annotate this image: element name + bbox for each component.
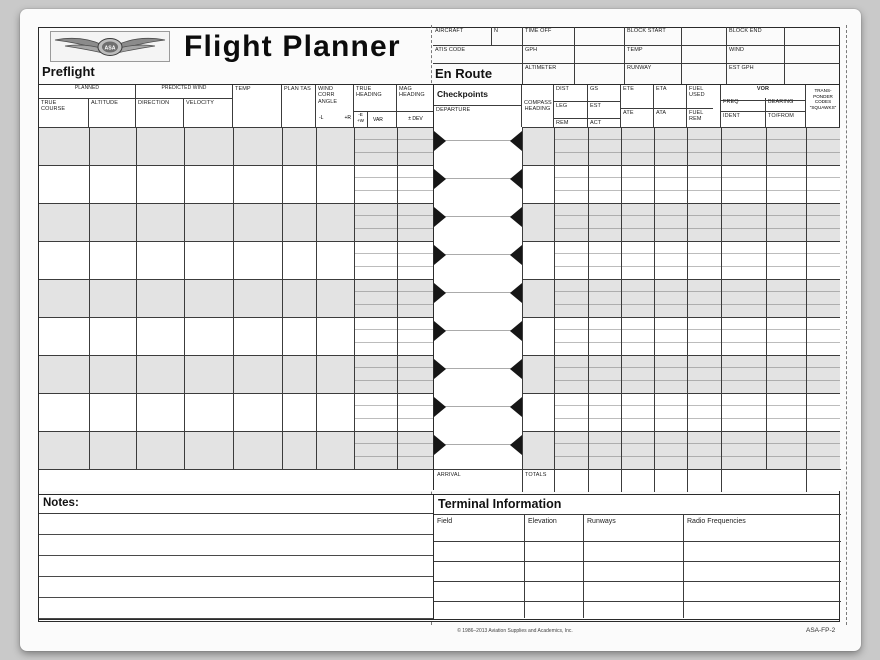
altimeter-field xyxy=(523,64,575,84)
checkpoints-header: Checkpoints xyxy=(434,85,522,106)
enroute-section-label: En Route xyxy=(433,64,523,84)
time-off-value-cell xyxy=(575,27,625,46)
velocity-header xyxy=(184,99,233,127)
column-divider xyxy=(316,127,317,469)
column-divider xyxy=(522,470,523,492)
altimeter-value-cell xyxy=(575,64,625,84)
gs-label: GS xyxy=(588,85,620,102)
column-divider xyxy=(721,470,722,492)
page-title: Flight Planner xyxy=(184,30,401,63)
time-off-label: TIME OFF xyxy=(525,28,552,34)
runway-label: RUNWAY xyxy=(627,65,652,71)
true-heading-label: TRUE HEADING xyxy=(356,86,382,99)
enroute-table xyxy=(433,84,840,490)
gph-field xyxy=(523,46,575,64)
dev-label: ± DEV xyxy=(397,111,434,127)
notes-section-label: Notes: xyxy=(39,495,434,514)
vor-tofrom-header xyxy=(766,112,806,127)
wind-label: WIND xyxy=(729,47,745,53)
wind-field xyxy=(727,46,785,64)
preflight-bottom-strip xyxy=(39,469,434,491)
column-divider xyxy=(621,470,622,492)
true-heading-header xyxy=(354,85,397,127)
terminal-info-section xyxy=(433,494,840,620)
column-divider xyxy=(687,127,688,469)
column-divider xyxy=(136,127,137,469)
column-divider xyxy=(233,127,234,469)
flight-info-grid xyxy=(433,27,840,84)
time-off-field xyxy=(523,27,575,46)
temp-field xyxy=(625,46,682,64)
column-divider xyxy=(554,127,555,469)
direction-header xyxy=(136,99,184,127)
act-label: ACT xyxy=(590,120,602,126)
block-start-field xyxy=(625,27,682,46)
rem-label: REM xyxy=(556,120,569,126)
column-divider xyxy=(806,470,807,492)
enroute-subrows xyxy=(554,127,840,469)
wind-corr-left-label: -L xyxy=(319,115,324,121)
compass-heading-header xyxy=(522,85,554,127)
wind-corr-sub xyxy=(316,115,354,121)
svg-text:ASA: ASA xyxy=(104,45,116,52)
preflight-heading-subrows xyxy=(354,127,434,469)
row-divider xyxy=(434,601,841,602)
eta-header xyxy=(654,85,687,127)
column-divider xyxy=(721,127,722,469)
terminal-col-runways: Runways xyxy=(587,518,616,525)
eta-label: ETA xyxy=(654,85,686,109)
freq-label: FREQ xyxy=(723,99,739,105)
column-divider xyxy=(766,127,767,469)
block-start-value-cell xyxy=(682,27,727,46)
column-divider xyxy=(654,127,655,469)
arrival-label: ARRIVAL xyxy=(437,472,461,478)
predicted-wind-group-header xyxy=(136,85,233,99)
true-course-header xyxy=(39,99,89,127)
n-label: N xyxy=(494,28,499,34)
column-divider xyxy=(588,470,589,492)
column-divider xyxy=(524,515,525,618)
leg-label: LEG xyxy=(554,102,587,119)
right-fold-line xyxy=(846,25,847,625)
fuel-rem-label: FUEL REM xyxy=(689,110,704,123)
velocity-label: VELOCITY xyxy=(186,100,215,106)
gs-header xyxy=(588,85,621,127)
wind-value-cell xyxy=(785,46,840,64)
column-divider xyxy=(687,470,688,492)
altitude-label: ALTITUDE xyxy=(91,100,118,106)
mag-heading-label: MAG HEADING xyxy=(399,86,425,99)
terminal-col-field: Field xyxy=(437,518,453,525)
preflight-section-label: Preflight xyxy=(42,64,95,79)
column-divider xyxy=(621,127,622,469)
column-divider xyxy=(588,127,589,469)
altimeter-label: ALTIMETER xyxy=(525,65,557,71)
ata-label: ATA xyxy=(656,110,667,116)
temp-value-cell xyxy=(682,46,727,64)
column-divider xyxy=(89,127,90,469)
preflight-table xyxy=(38,84,433,490)
temp-header xyxy=(233,85,282,127)
fuel-header xyxy=(687,85,721,127)
wind-corr-header xyxy=(316,85,354,127)
var-label: VAR xyxy=(373,116,383,123)
n-number-field xyxy=(492,27,523,46)
runway-value-cell xyxy=(682,64,727,84)
ete-label: ETE xyxy=(621,85,653,109)
ate-label: ATE xyxy=(623,110,634,116)
asa-wings-icon xyxy=(51,32,169,61)
row-divider xyxy=(434,581,841,582)
vor-label: VOR xyxy=(721,85,805,101)
asa-logo xyxy=(50,31,170,62)
dist-label: DIST xyxy=(554,85,587,102)
true-course-label: TRUE COURSE xyxy=(41,100,66,113)
notes-ruled-lines xyxy=(39,514,434,620)
column-divider xyxy=(184,127,185,469)
predicted-wind-label: PREDICTED WIND xyxy=(161,85,207,91)
bearing-label: BEARING xyxy=(768,99,794,105)
departure-label: DEPARTURE xyxy=(436,107,471,113)
atis-code-label: ATIS CODE xyxy=(435,47,466,53)
wind-corr-angle-label: WIND CORR ANGLE xyxy=(318,86,338,105)
direction-label: DIRECTION xyxy=(138,100,170,106)
variation-sub-cell xyxy=(354,111,397,127)
vor-ident-header xyxy=(721,112,766,127)
aircraft-label: AIRCRAFT xyxy=(435,28,464,34)
column-divider xyxy=(583,515,584,618)
var-minus-east: -E xyxy=(358,112,363,117)
est-label: EST xyxy=(588,102,620,119)
vor-bearing-header xyxy=(766,98,806,112)
terminal-section-label: Terminal Information xyxy=(434,495,841,515)
block-end-value-cell xyxy=(785,27,840,46)
row-divider xyxy=(434,561,841,562)
var-plus-west: +W xyxy=(356,117,365,123)
est-gph-field xyxy=(727,64,785,84)
arrival-totals-row xyxy=(434,469,841,491)
vor-freq-header xyxy=(721,98,766,112)
block-end-field xyxy=(727,27,785,46)
terminal-col-radio-frequencies: Radio Frequencies xyxy=(687,518,746,525)
checkpoints-column xyxy=(434,127,522,469)
vor-group-header xyxy=(721,85,806,127)
block-end-label: BLOCK END xyxy=(729,28,762,34)
column-divider xyxy=(282,127,283,469)
row-divider xyxy=(434,541,841,542)
runway-field xyxy=(625,64,682,84)
gph-value-cell xyxy=(575,46,625,64)
departure-header xyxy=(434,106,522,127)
block-start-label: BLOCK START xyxy=(627,28,666,34)
ete-header xyxy=(621,85,654,127)
column-divider xyxy=(683,515,684,618)
column-divider xyxy=(654,470,655,492)
plan-tas-header xyxy=(282,85,316,127)
to-from-label: TO/FROM xyxy=(768,113,794,119)
copyright-text: © 1986–2013 Aviation Supplies and Academics, Inc. xyxy=(457,628,573,634)
temp-label: TEMP xyxy=(627,47,643,53)
gph-label: GPH xyxy=(525,47,538,53)
column-divider xyxy=(522,127,523,469)
compass-heading-label: COMPASS HEADING xyxy=(524,99,552,112)
aircraft-field xyxy=(433,27,492,46)
fuel-used-label: FUEL USED xyxy=(687,85,713,109)
est-gph-label: EST GPH xyxy=(729,65,754,71)
dist-header xyxy=(554,85,588,127)
atis-code-field xyxy=(433,46,523,64)
transponder-header: TRANS-PONDER CODES "SQUAWKS" xyxy=(809,88,837,110)
mag-heading-header xyxy=(397,85,434,127)
notes-section xyxy=(38,494,433,620)
ident-label: IDENT xyxy=(723,113,740,119)
column-divider xyxy=(397,127,398,469)
column-divider xyxy=(806,127,807,469)
totals-label: TOTALS xyxy=(525,472,547,478)
form-number: ASA-FP-2 xyxy=(806,627,836,634)
wind-corr-right-label: +R xyxy=(344,115,351,121)
planned-group-header xyxy=(39,85,136,99)
var-signs xyxy=(354,112,368,127)
planned-label: PLANNED xyxy=(74,85,100,91)
preflight-temp-label: TEMP xyxy=(235,86,251,92)
column-divider xyxy=(554,470,555,492)
plan-tas-label: PLAN TAS xyxy=(284,86,311,92)
terminal-col-elevation: Elevation xyxy=(528,518,557,525)
column-divider xyxy=(354,127,355,469)
altitude-header xyxy=(89,99,136,127)
